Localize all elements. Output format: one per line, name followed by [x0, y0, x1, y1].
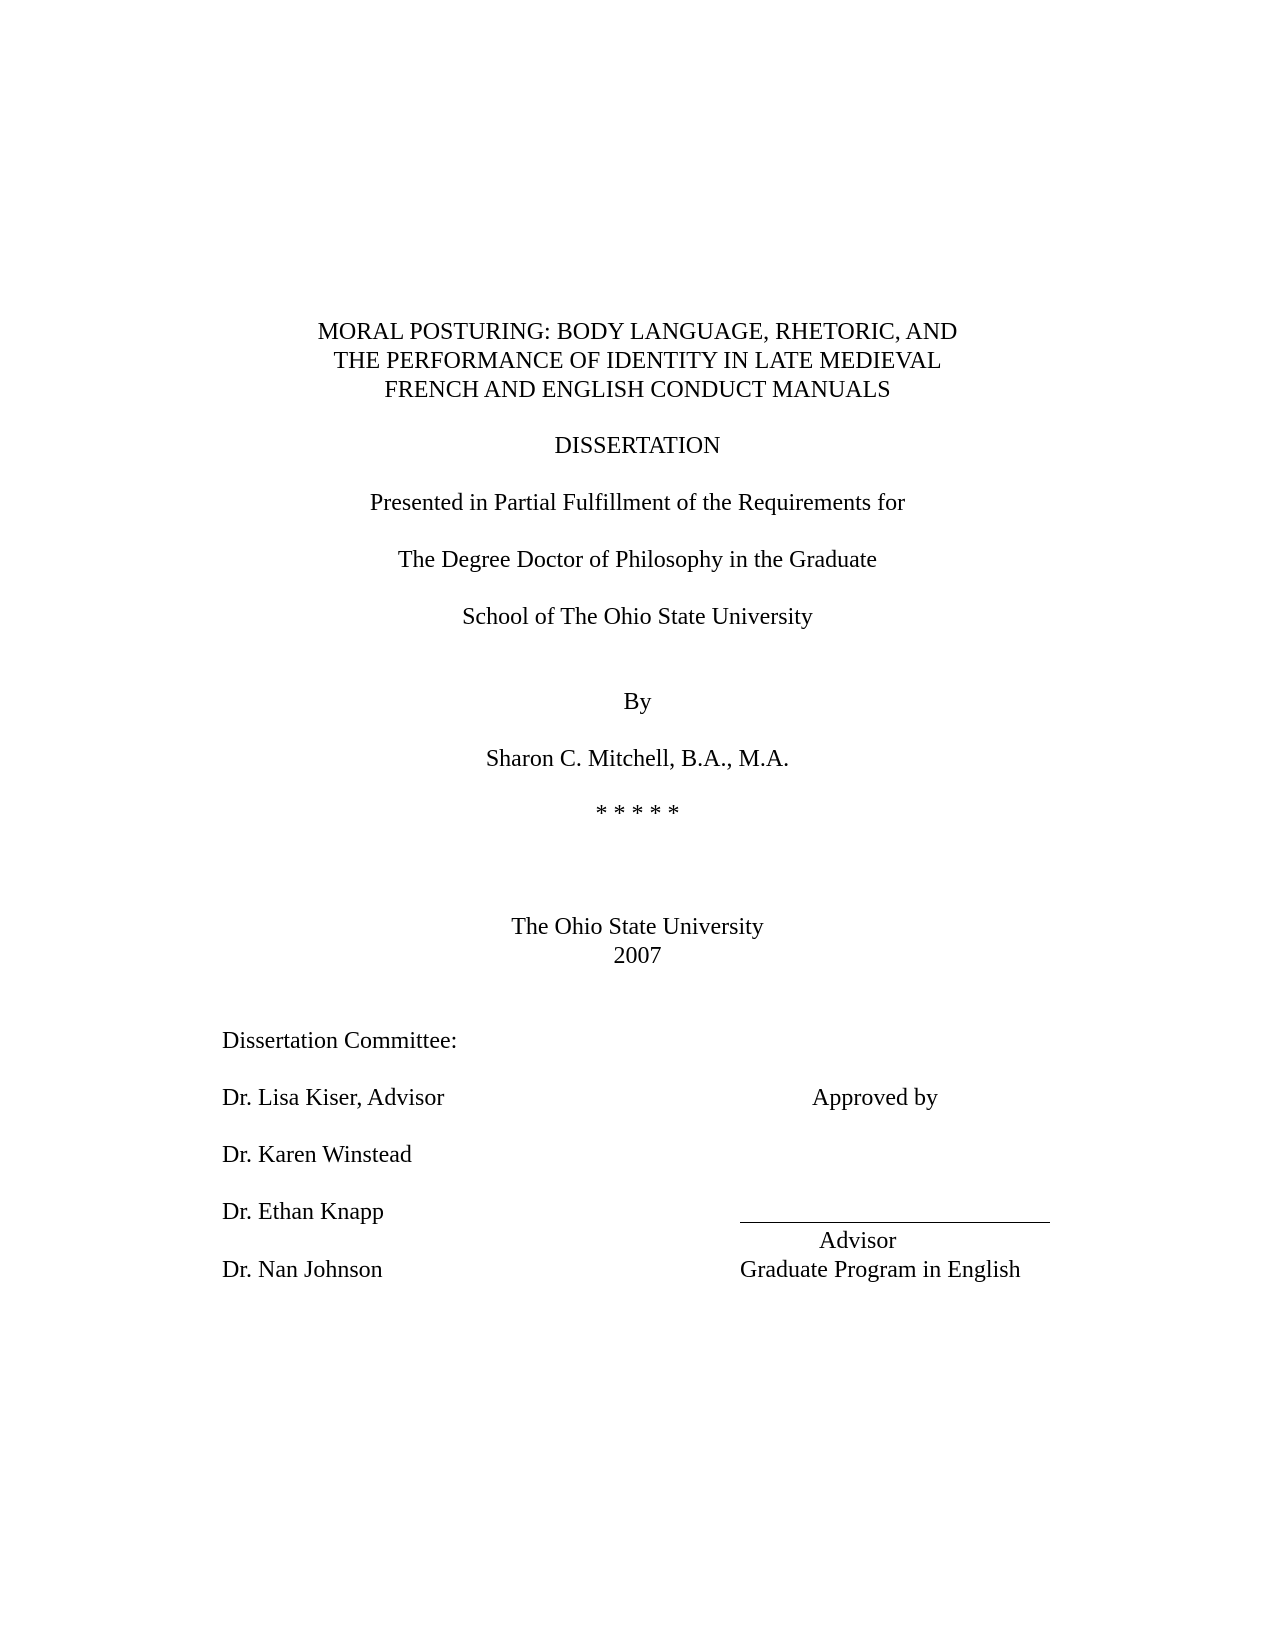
- committee-member: Dr. Lisa Kiser, Advisor: [222, 1085, 445, 1111]
- title-line-3: FRENCH AND ENGLISH CONDUCT MANUALS: [384, 377, 891, 403]
- committee-member: Dr. Ethan Knapp: [222, 1199, 384, 1225]
- presented-line-1: Presented in Partial Fulfillment of the Requirements for: [369, 490, 906, 516]
- by-label: By: [623, 689, 652, 715]
- title-line-2: THE PERFORMANCE OF IDENTITY IN LATE MEDIEVAL: [333, 348, 942, 374]
- approved-by-label: Approved by: [812, 1085, 938, 1111]
- advisor-label: Advisor: [819, 1228, 897, 1254]
- committee-member: Dr. Karen Winstead: [222, 1142, 412, 1168]
- presented-line-2: The Degree Doctor of Philosophy in the Graduate: [397, 547, 878, 573]
- committee-member: Dr. Nan Johnson: [222, 1257, 383, 1283]
- presented-line-3: School of The Ohio State University: [462, 604, 813, 630]
- author-name: Sharon C. Mitchell, B.A., M.A.: [485, 746, 790, 772]
- committee-heading: Dissertation Committee:: [222, 1028, 458, 1054]
- signature-line: [740, 1222, 1050, 1223]
- title-line-1: MORAL POSTURING: BODY LANGUAGE, RHETORIC, AND: [317, 319, 958, 345]
- year: 2007: [613, 943, 662, 969]
- graduate-program: Graduate Program in English: [740, 1257, 1021, 1283]
- institution-name: The Ohio State University: [511, 914, 764, 940]
- document-type: DISSERTATION: [554, 433, 721, 459]
- separator-asterisks: * * * * *: [595, 801, 680, 827]
